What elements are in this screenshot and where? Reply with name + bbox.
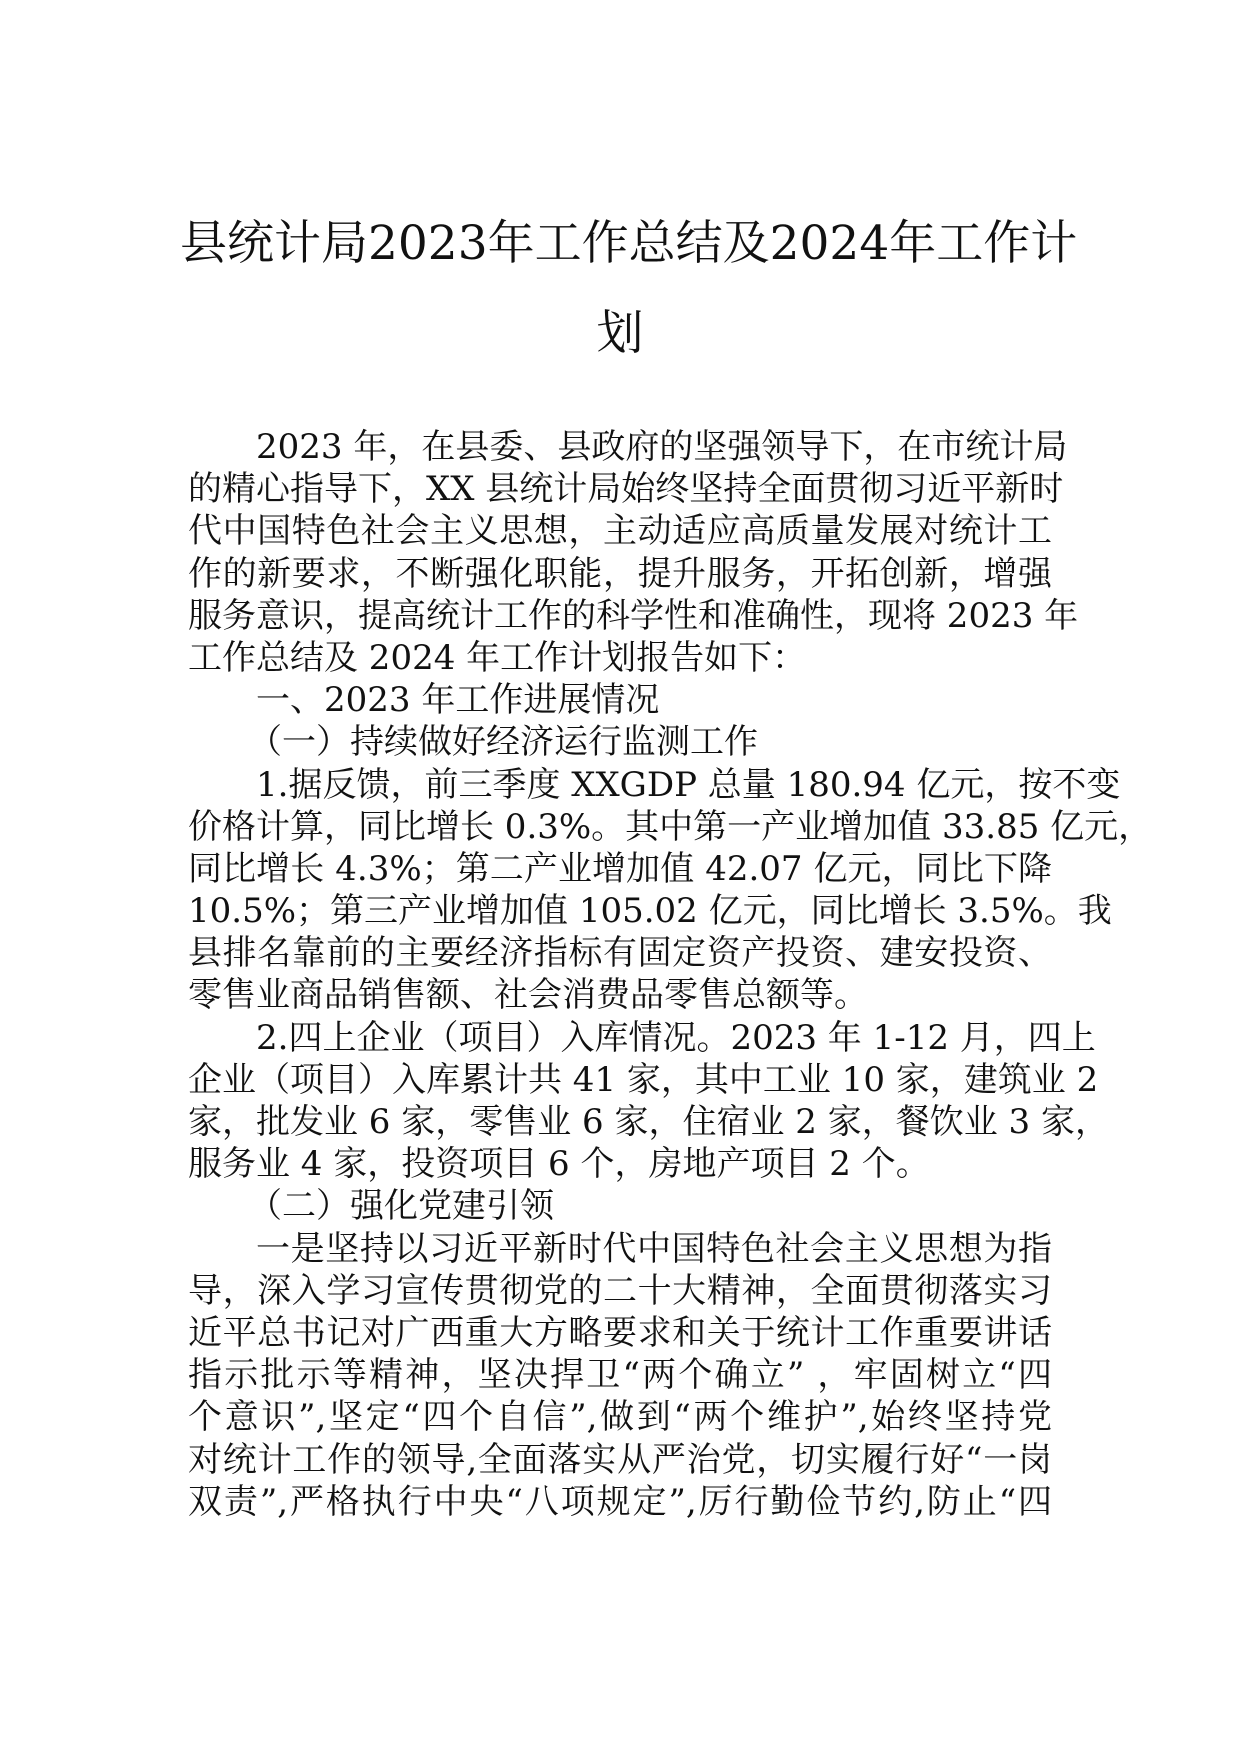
body-line: 服务业 4 家，投资项目 6 个，房地产项目 2 个。: [188, 1144, 930, 1185]
body-line: 工作总结及 2024 年工作计划报告如下：: [188, 637, 807, 678]
document-title-line-1: 县统计局2023年工作总结及2024年工作计: [180, 216, 1078, 271]
body-line: 的精心指导下，XX 县统计局始终坚持全面贯彻习近平新时: [188, 469, 1064, 510]
body-line: 10.5%；第三产业增加值 105.02 亿元，同比增长 3.5%。我: [188, 891, 1112, 932]
body-line: 零售业商品销售额、社会消费品零售总额等。: [188, 975, 868, 1016]
document-title-line-2: 划: [596, 306, 644, 361]
body-line: 企业（项目）入库累计共 41 家，其中工业 10 家，建筑业 2: [188, 1059, 1099, 1100]
section-heading: 一、2023 年工作进展情况: [256, 680, 660, 721]
body-line: 2.四上企业（项目）入库情况。2023 年 1-12 月，四上: [256, 1017, 1096, 1058]
subsection-heading: （一）持续做好经济运行监测工作: [248, 722, 758, 763]
body-line: 近平总书记对广西重大方略要求和关于统计工作重要讲话: [188, 1312, 1052, 1353]
body-line: 价格计算，同比增长 0.3%。其中第一产业增加值 33.85 亿元，: [188, 806, 1153, 847]
subsection-heading: （二）强化党建引领: [248, 1186, 554, 1227]
body-line: 家，批发业 6 家，零售业 6 家，住宿业 2 家，餐饮业 3 家，: [188, 1102, 1109, 1142]
body-line: 1.据反馈，前三季度 XXGDP 总量 180.94 亿元，按不变: [256, 764, 1121, 805]
body-line: 双责”,严格执行中央“八项规定”,厉行勤俭节约,防止“四: [188, 1481, 1052, 1522]
body-line: 服务意识，提高统计工作的科学性和准确性，现将 2023 年: [188, 595, 1079, 636]
body-line: 代中国特色社会主义思想，主动适应高质量发展对统计工: [188, 511, 1052, 552]
body-line: 作的新要求，不断强化职能，提升服务，开拓创新，增强: [188, 553, 1052, 594]
document-body: [188, 426, 1153, 1523]
body-line: 导，深入学习宣传贯彻党的二十大精神，全面贯彻落实习: [188, 1270, 1052, 1311]
body-line: 指示批示等精神，坚决捍卫“两个确立” ，牢固树立“四: [188, 1355, 1052, 1396]
body-line: 县排名靠前的主要经济指标有固定资产投资、建安投资、: [188, 933, 1052, 974]
body-line: 2023 年，在县委、县政府的坚强领导下，在市统计局: [256, 427, 1068, 467]
body-line: 个意识”,坚定“四个自信”,做到“两个维护”,始终坚持党: [188, 1397, 1052, 1438]
body-line: 一是坚持以习近平新时代中国特色社会主义思想为指: [256, 1228, 1052, 1269]
body-line: 同比增长 4.3%；第二产业增加值 42.07 亿元，同比下降: [188, 848, 1052, 889]
body-line: 对统计工作的领导,全面落实从严治党，切实履行好“一岗: [188, 1439, 1052, 1480]
